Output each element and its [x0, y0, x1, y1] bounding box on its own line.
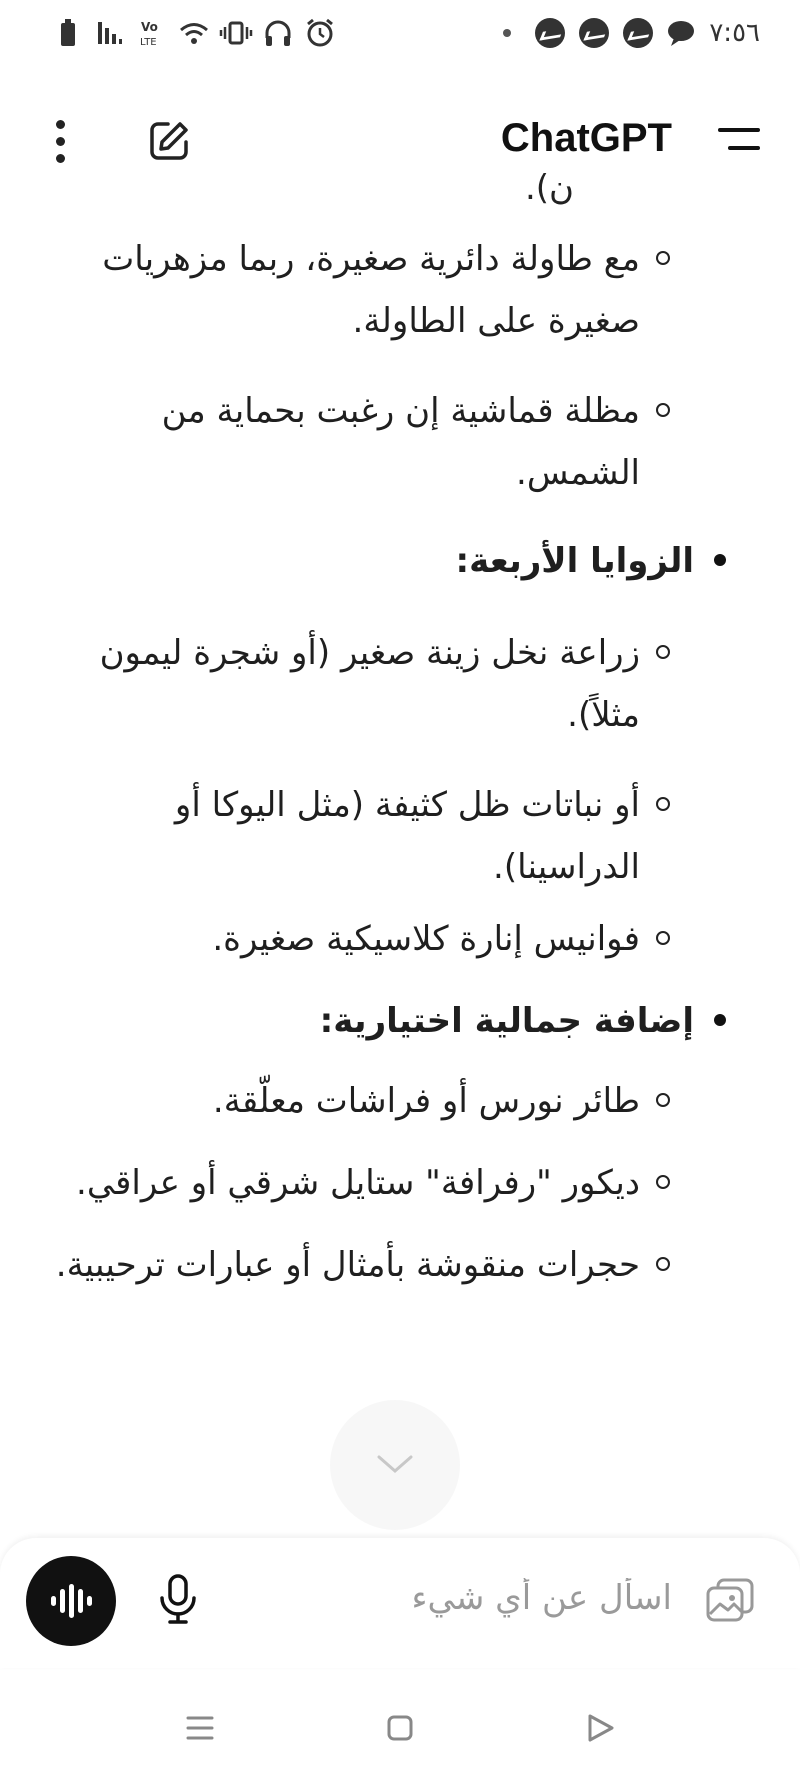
- list-heading: [320, 990, 694, 1052]
- home-icon[interactable]: [380, 1708, 420, 1748]
- list-item: [40, 1234, 640, 1296]
- vibrate-icon: [222, 18, 250, 48]
- hollow-bullet-icon: [656, 1257, 670, 1271]
- list-heading-text: إضافة جمالية اختيارية:: [319, 1001, 694, 1041]
- list-heading: [456, 530, 694, 592]
- image-attach-icon[interactable]: [704, 1576, 756, 1626]
- message-input[interactable]: [252, 1568, 672, 1628]
- list-item-text: فوانيس إنارة كلاسيكية صغيرة.: [212, 919, 640, 959]
- list-item: [40, 908, 640, 970]
- hollow-bullet-icon: [656, 1093, 670, 1107]
- voice-mode-button[interactable]: [26, 1556, 116, 1646]
- list-item: [40, 380, 640, 504]
- list-item: [40, 228, 640, 352]
- svg-text:LTE: LTE: [140, 37, 157, 48]
- hollow-bullet-icon: [656, 797, 670, 811]
- headphones-icon: [264, 18, 292, 48]
- status-bar: [0, 0, 800, 72]
- chat-bubble-icon: [667, 18, 695, 48]
- battery-icon: [54, 18, 82, 48]
- hollow-bullet-icon: [656, 403, 670, 417]
- hollow-bullet-icon: [656, 645, 670, 659]
- back-icon[interactable]: [580, 1708, 620, 1748]
- status-time: ٧:٥٦: [709, 18, 760, 48]
- voice-waveform-icon: [49, 1581, 93, 1621]
- messenger-icon: [535, 18, 565, 48]
- list-item: [40, 1152, 640, 1214]
- list-item: [40, 1070, 640, 1132]
- list-item: [40, 622, 640, 746]
- page-title: ChatGPT: [500, 116, 672, 160]
- messenger-icon: [623, 18, 653, 48]
- status-icons-left: [54, 18, 334, 48]
- wifi-icon: [180, 18, 208, 48]
- dot-icon: [503, 29, 511, 37]
- new-chat-icon[interactable]: [146, 118, 192, 164]
- filled-bullet-icon: [714, 1014, 726, 1026]
- list-item: [40, 774, 640, 898]
- messenger-icon: [579, 18, 609, 48]
- microphone-icon[interactable]: [154, 1572, 202, 1628]
- hollow-bullet-icon: [656, 931, 670, 945]
- more-vertical-icon[interactable]: [52, 120, 68, 164]
- alarm-icon: [306, 18, 334, 48]
- chat-content: [0, 168, 800, 1530]
- list-item-text: مع طاولة دائرية صغيرة، ربما مزهريات صغيرة على الطاولة.: [102, 239, 640, 341]
- list-item-text: مظلة قماشية إن رغبت بحماية من الشمس.: [161, 391, 640, 493]
- menu-icon[interactable]: [716, 128, 760, 158]
- list-heading-text: الزوايا الأربعة:: [455, 541, 694, 581]
- hollow-bullet-icon: [656, 1175, 670, 1189]
- svg-text:Vo: Vo: [141, 20, 158, 34]
- clipped-text: ن).: [524, 168, 574, 208]
- scroll-down-button[interactable]: [330, 1400, 460, 1530]
- list-item-text: طائر نورس أو فراشات معلّقة.: [212, 1081, 640, 1121]
- system-nav-bar: [0, 1678, 800, 1778]
- filled-bullet-icon: [714, 554, 726, 566]
- recent-apps-icon[interactable]: [180, 1708, 220, 1748]
- list-item-text: ديكور "رفرافة" ستايل شرقي أو عراقي.: [76, 1163, 640, 1203]
- composer-bar: [0, 1538, 800, 1668]
- app-header: [0, 90, 800, 190]
- list-item-text: أو نباتات ظل كثيفة (مثل اليوكا أو الدراسينا).: [174, 785, 640, 887]
- chevron-down-icon: [375, 1453, 415, 1477]
- hollow-bullet-icon: [656, 251, 670, 265]
- volte-icon: [138, 18, 166, 48]
- list-item-text: زراعة نخل زينة صغير (أو شجرة ليمون مثلاً).: [99, 633, 640, 735]
- list-item-text: حجرات منقوشة بأمثال أو عبارات ترحيبية.: [55, 1245, 640, 1285]
- status-icons-right: [503, 18, 760, 48]
- signal-icon: [96, 18, 124, 48]
